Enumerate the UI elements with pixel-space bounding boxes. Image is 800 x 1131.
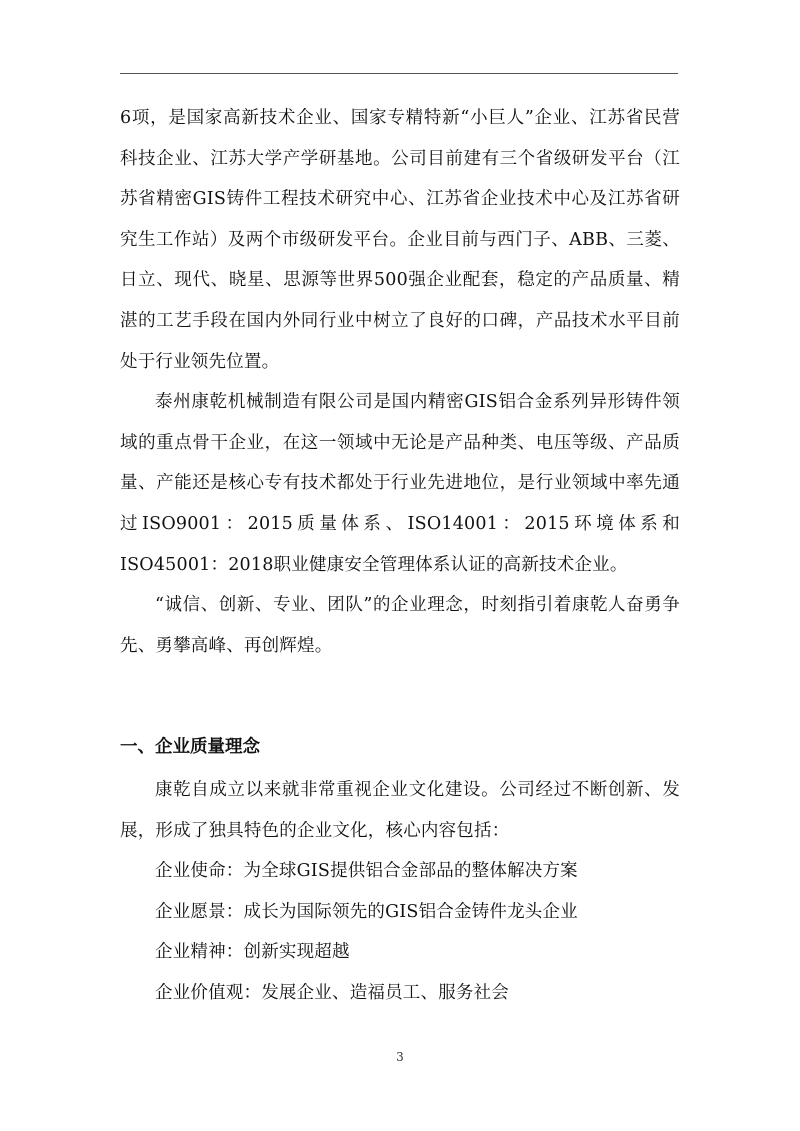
enterprise-spirit: 企业精神：创新实现超越 [155,942,350,963]
body-paragraph-2: 泰州康乾机械制造有限公司是国内精密GIS铝合金系列异形铸件领域的重点骨干企业，在这一领域中无论是产品种类、电压等级、产品质量、产能还是核心专有技术都处于行业先进地位，是行业领域中率先通过ISO9001：2015质量体系、ISO14001：2015环境体系和ISO45001：2018职业健康安全管理体系认证的高新技术企业。 [120,392,680,575]
section-1-body [120,770,680,1014]
body-paragraph-1: 6项，是国家高新技术企业、国家专精特新“小巨人”企业、江苏省民营科技企业、江苏大学产学研基地。公司目前建有三个省级研发平台（江苏省精密GIS铸件工程技术研究中心、江苏省企业技术中心及江苏省研究生工作站）及两个市级研发平台。企业目前与西门子、ABB、三菱、日立、现代、晓星、思源等世界500强企业配套，稳定的产品质量、精湛的工艺手段在国内外同行业中树立了良好的口碑，产品技术水平目前处于行业领先位置。 [120,108,680,372]
enterprise-mission: 企业使命：为全球GIS提供铝合金部品的整体解决方案 [155,861,578,882]
enterprise-vision: 企业愿景：成长为国际领先的GIS铝合金铸件龙头企业 [155,901,578,922]
main-body [120,98,680,666]
section-heading-quality-philosophy: 一、企业质量理念 [120,737,260,757]
header-rule [120,73,678,74]
enterprise-values: 企业价值观：发展企业、造福员工、服务社会 [155,982,509,1003]
body-paragraph-3: “诚信、创新、专业、团队”的企业理念，时刻指引着康乾人奋勇争先、勇攀高峰、再创辉煌。 [120,595,680,656]
section-1-intro: 康乾自成立以来就非常重视企业文化建设。公司经过不断创新、发展，形成了独具特色的企业文化，核心内容包括： [120,780,680,841]
page-number: 3 [396,1050,404,1064]
